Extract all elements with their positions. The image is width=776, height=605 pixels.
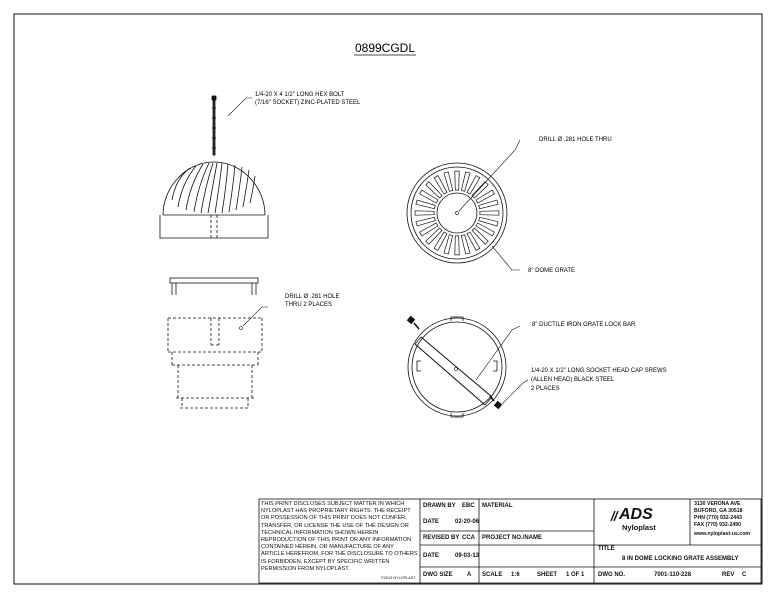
callout-drill-side-2: THRU 2 PLACES bbox=[285, 302, 333, 308]
date-value-2: 09-03-13 bbox=[455, 553, 480, 559]
dwg-size-label: DWG SIZE bbox=[423, 572, 453, 578]
dwg-no-value: 7001-110-228 bbox=[654, 572, 692, 578]
grate-slot bbox=[479, 200, 498, 209]
address-line-4: FAX (770) 932-2490 bbox=[694, 522, 742, 528]
grate-slot bbox=[444, 235, 453, 254]
date-label-1: DATE bbox=[423, 519, 439, 525]
date-value-1: 02-20-06 bbox=[455, 519, 480, 525]
revised-by-label: REVISED BY bbox=[423, 535, 460, 541]
grate-slot bbox=[434, 232, 447, 250]
drill-hole-side bbox=[240, 327, 243, 330]
leader-dome-grate bbox=[492, 246, 520, 270]
dome-grate-plan bbox=[407, 163, 507, 263]
grate-slot bbox=[426, 182, 442, 198]
grate-slot bbox=[420, 190, 438, 203]
lock-bar-plan bbox=[408, 317, 506, 417]
leader-bolt bbox=[228, 98, 252, 116]
grate-slot bbox=[467, 232, 480, 250]
grate-slot bbox=[472, 228, 488, 244]
dwg-no-label: DWG NO. bbox=[598, 572, 625, 578]
cap-screw-bottom bbox=[490, 396, 502, 409]
callout-screws-3: 2 PLACES bbox=[531, 386, 560, 392]
callout-bolt-1: 1/4-20 X 4 1/2" LONG HEX BOLT bbox=[255, 92, 345, 98]
grate-slot bbox=[476, 190, 494, 203]
ads-logo-stripes bbox=[611, 511, 618, 521]
grate-slot bbox=[426, 228, 442, 244]
leader-drill-side bbox=[243, 307, 268, 326]
revised-by-value: CCA bbox=[462, 535, 475, 541]
callout-drill-side-1: DRILL Ø .281 HOLE bbox=[285, 294, 340, 300]
drill-hole-lock bbox=[454, 367, 457, 370]
address-line-2: BUFORD, GA 30518 bbox=[694, 508, 743, 514]
callout-screws-1: 1/4-20 X 1/2" LONG SOCKET HEAD CAP SREWS bbox=[531, 368, 667, 374]
address-line-3: PHN (770) 932-2443 bbox=[694, 515, 742, 521]
drawing-title: 0899CGDL bbox=[354, 41, 416, 55]
callout-drill-top: DRILL Ø .281 HOLE THRU bbox=[539, 137, 612, 143]
sheet-border bbox=[14, 14, 762, 584]
grate-slot bbox=[415, 211, 434, 215]
dome-grate-side bbox=[160, 162, 268, 238]
callout-bolt-2: (7/16" SOCKET) ZINC-PLATED STEEL bbox=[255, 100, 361, 106]
grate-slot bbox=[476, 223, 494, 236]
callout-lock-bar: 8" DUCTILE IRON GRATE LOCK BAR bbox=[532, 322, 636, 328]
rev-value: C bbox=[742, 572, 747, 578]
rev-label: REV bbox=[722, 572, 735, 578]
sheet-label: SHEET bbox=[537, 572, 558, 578]
grate-slot bbox=[480, 211, 499, 215]
material-label: MATERIAL bbox=[482, 503, 513, 509]
grate-slot bbox=[416, 217, 435, 226]
title-label: TITLE bbox=[598, 546, 615, 552]
disclaimer-text: THIS PRINT DISCLOSES SUBJECT MATTER IN WHICH NYLOPLAST HAS PROPRIETARY RIGHTS. THE RECEIPT OR POSSESSION OF THIS PRINT DOES NOT CONFER, TRANSFER, OR LICENSE THE USE OF THE DESIGN OR TECHNICAL INFORMATION SHOWN HEREIN REPRODUCTION OF THIS PRINT OR ANY INFORMATION CONTAINED HEREIN, OR MANUFACTURE OF ANY ARTICLE HEREFROM, FOR THE DISCLOSURE TO OTHERS IS FORBIDDEN, EXCEPT BY SPECIFIC WRITTEN PERMISSION FROM NYLOPLAST. bbox=[261, 501, 418, 572]
address-line-5: www.nyloplast-us.com bbox=[694, 531, 751, 537]
logo-ads: ADS bbox=[619, 506, 653, 523]
drawn-by-value: EBC bbox=[462, 503, 475, 509]
dwg-size-value: A bbox=[467, 572, 472, 578]
project-label: PROJECT NO./NAME bbox=[482, 535, 543, 541]
grate-slot bbox=[461, 172, 470, 191]
drawn-by-label: DRAWN BY bbox=[423, 503, 456, 509]
grate-slot bbox=[444, 172, 453, 191]
callout-screws-2: (ALLEN HEAD) BLACK STEEL bbox=[531, 377, 615, 383]
date-label-2: DATE bbox=[423, 553, 439, 559]
lock-bar-side bbox=[170, 278, 258, 295]
cap-screw-top bbox=[407, 316, 419, 329]
title-value: 8 IN DOME LOCKING GRATE ASSEMBLY bbox=[622, 556, 739, 562]
grate-slot bbox=[455, 236, 459, 255]
sheet-value: 1 OF 1 bbox=[566, 572, 585, 578]
body-side bbox=[168, 318, 262, 408]
logo-nyloplast: Nyloplast bbox=[622, 523, 656, 532]
grate-slot bbox=[420, 223, 438, 236]
hex-bolt-side bbox=[212, 96, 216, 155]
grate-slot bbox=[455, 171, 459, 190]
leader-screws bbox=[502, 380, 528, 404]
copyright-text: ©2013 NYLOPLAST bbox=[381, 576, 416, 580]
scale-label: SCALE bbox=[482, 572, 503, 578]
scale-value: 1:6 bbox=[511, 572, 520, 578]
dome-grate-slots bbox=[415, 171, 499, 255]
drill-hole-top bbox=[455, 211, 458, 214]
grate-slot bbox=[467, 176, 480, 194]
callout-dome-grate: 8" DOME GRATE bbox=[528, 268, 576, 274]
address-line-1: 3130 VERONA AVE bbox=[694, 501, 741, 507]
grate-slot bbox=[472, 182, 488, 198]
grate-slot bbox=[416, 200, 435, 209]
grate-slot bbox=[461, 235, 470, 254]
grate-slot bbox=[434, 176, 447, 194]
grate-slot bbox=[479, 217, 498, 226]
leader-lock-bar bbox=[476, 326, 520, 380]
